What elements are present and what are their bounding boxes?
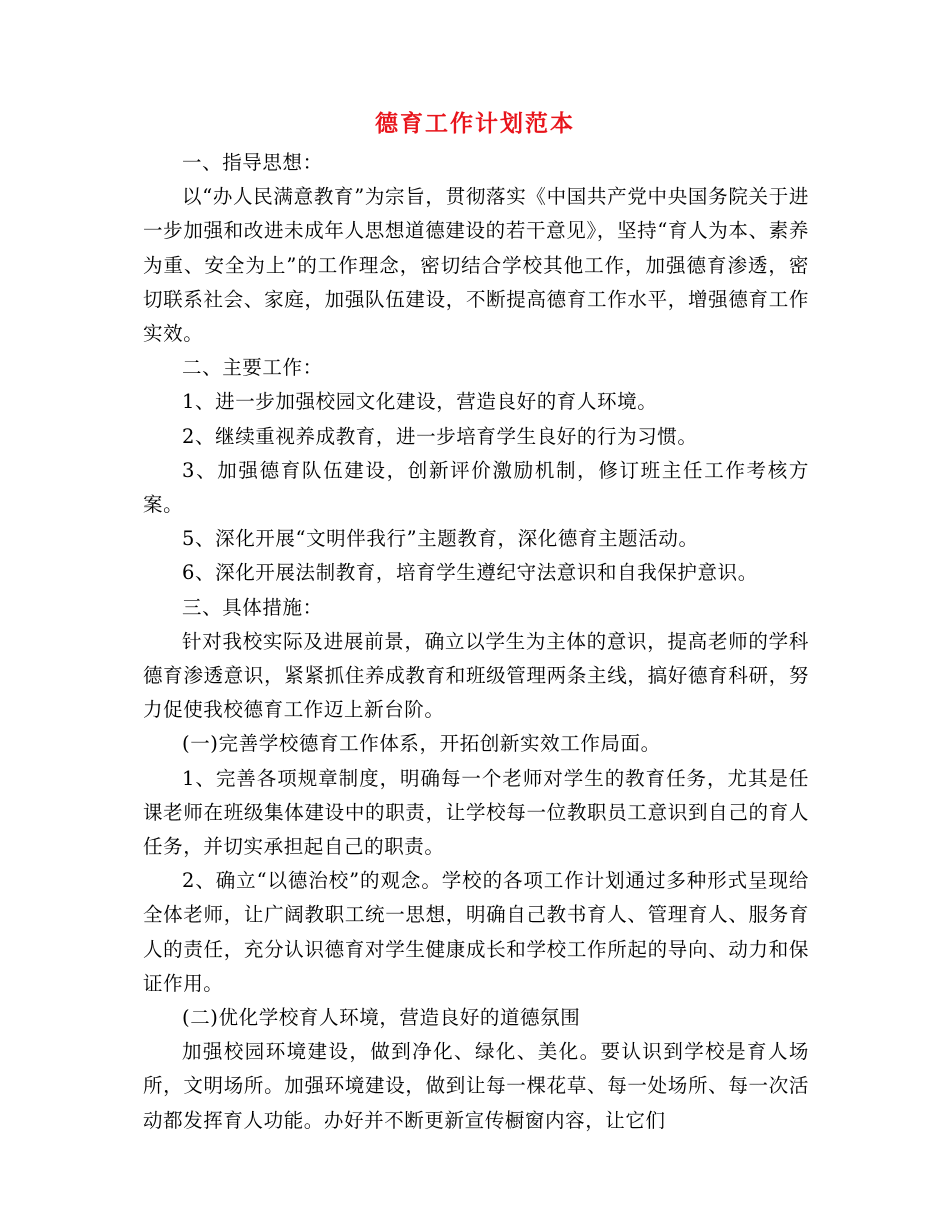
list-item: 5、深化开展“文明伴我行”主题教育，深化德育主题活动。: [182, 527, 699, 551]
list-item: 3、加强德育队伍建设，创新评价激励机制，修订班主任工作考核方案。: [143, 458, 809, 517]
list-item: 1、完善各项规章制度，明确每一个老师对学生的教育任务，尤其是任课老师在班级集体建设中的职责，让学校每一位教职员工意识到自己的育人任务，并切实承担起自己的职责。: [143, 766, 809, 859]
document-body: [143, 146, 809, 1138]
list-item: 1、进一步加强校园文化建设，营造良好的育人环境。: [182, 390, 658, 414]
subsection-heading: (一)完善学校德育工作体系，开拓创新实效工作局面。: [182, 732, 661, 756]
section-heading-main-work: 二、主要工作：: [182, 356, 323, 380]
paragraph: 针对我校实际及进展前景，确立以学生为主体的意识，提高老师的学科德育渗透意识，紧紧抓住养成教育和班级管理两条主线，搞好德育科研，努力促使我校德育工作迈上新台阶。: [143, 629, 809, 722]
list-item: 2、确立“以德治校”的观念。学校的各项工作计划通过多种形式呈现给全体老师，让广阔教职工统一思想，明确自己教书育人、管理育人、服务育人的责任，充分认识德育对学生健康成长和学校工作所起的导向、动力和保证作用。: [143, 869, 809, 995]
list-item: 6、深化开展法制教育，培育学生遵纪守法意识和自我保护意识。: [182, 561, 758, 585]
paragraph: 以“办人民满意教育”为宗旨，贯彻落实《中国共产党中央国务院关于进一步加强和改进未成年人思想道德建设的若干意见》，坚持“育人为本、素养为重、安全为上”的工作理念，密切结合学校其他工作，加强德育渗透，密切联系社会、家庭，加强队伍建设，不断提高德育工作水平，增强德育工作实效。: [143, 185, 809, 346]
subsection-heading: (二)优化学校育人环境，营造良好的道德氛围: [182, 1006, 581, 1030]
document-title: 德育工作计划范本: [375, 110, 575, 137]
section-heading-measures: 三、具体措施：: [182, 595, 323, 619]
paragraph: 加强校园环境建设，做到净化、绿化、美化。要认识到学校是育人场所，文明场所。加强环境建设，做到让每一棵花草、每一处场所、每一次活动都发挥育人功能。办好并不断更新宣传橱窗内容，让它们: [143, 1040, 809, 1132]
section-heading-guiding-thought: 一、指导思想：: [182, 151, 323, 174]
list-item: 2、继续重视养成教育，进一步培育学生良好的行为习惯。: [182, 424, 698, 448]
